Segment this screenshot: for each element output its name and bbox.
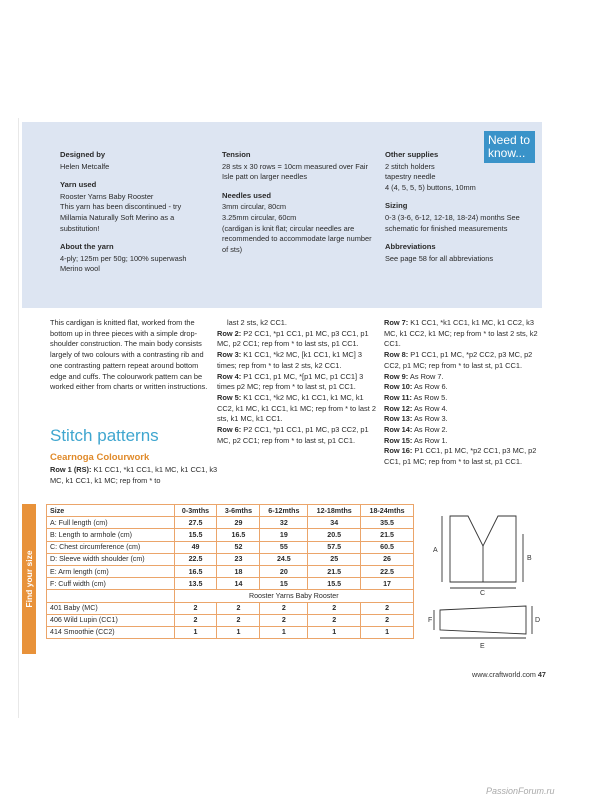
pattern-row: Row 11: As Row 5. [384, 392, 448, 402]
schematic-label-a: A [433, 547, 438, 554]
table-cell: 2 [308, 614, 361, 626]
table-cell: 55 [260, 541, 308, 553]
info-column-3 [385, 150, 535, 272]
pattern-row: Row 12: As Row 4. [384, 403, 448, 413]
about-yarn-value: 4-ply; 125m per 50g; 100% superwash Merino wool [60, 253, 187, 274]
yarn-note: This yarn has been discontinued - try Millamia Naturally Soft Merino as a substitution! [60, 202, 182, 233]
table-header-cell: 0-3mths [174, 505, 217, 517]
info-column-2 [222, 150, 372, 263]
table-cell: A: Full length (cm) [47, 517, 175, 529]
supplies-2: tapestry needle [385, 172, 436, 182]
table-cell: 15.5 [308, 578, 361, 590]
pattern-row: last 2 sts, k2 CC1. [227, 318, 287, 327]
pattern-row: Row 15: As Row 1. [384, 435, 448, 445]
page-number: 47 [537, 670, 546, 679]
sizing-value: 0-3 (3-6, 6-12, 12-18, 18-24) months See schematic for finished measurements [385, 212, 520, 233]
rows-left-column [50, 465, 220, 486]
pattern-row: Row 1 (RS): K1 CC1, *k1 CC1, k1 MC, k1 CC1, k3 MC, k1 CC1, k1 MC; rep from * to [50, 465, 218, 485]
table-cell: 35.5 [361, 517, 414, 529]
designed-by-heading: Designed by [60, 150, 106, 159]
table-cell: 414 Smoothie (CC2) [47, 626, 175, 638]
table-cell: B: Length to armhole (cm) [47, 529, 175, 541]
table-header-cell: 18-24mths [361, 505, 414, 517]
stitch-patterns-title: Stitch patterns [50, 426, 159, 445]
yarn-used-value: Rooster Yarns Baby Rooster [60, 191, 154, 201]
table-cell: 1 [361, 626, 414, 638]
table-cell: 20 [260, 565, 308, 577]
tension-value: 28 sts x 30 rows = 10cm measured over Fair Isle patt on larger needles [222, 161, 369, 182]
table-header-cell: 6-12mths [260, 505, 308, 517]
table-cell: 16.5 [174, 565, 217, 577]
schematic-label-f: F [428, 617, 433, 624]
table-cell: 406 Wild Lupin (CC1) [47, 614, 175, 626]
table-cell: 22.5 [174, 553, 217, 565]
pattern-row: Row 6: P2 CC1, *p1 CC1, p1 MC, p3 CC2, p1 MC, p2 CC1; rep from * to last st, p1 CC1. [217, 425, 369, 445]
table-cell: 15 [260, 578, 308, 590]
yarn-used-heading: Yarn used [60, 180, 97, 190]
needles-1: 3mm circular, 80cm [222, 202, 287, 212]
supplies-1: 2 stitch holders [385, 161, 435, 171]
schematic-label-d: D [535, 617, 541, 624]
intro-paragraph: This cardigan is knitted flat, worked from the bottom up in three pieces with a simple drop-shoulder construction. The main body consists largely of two colours with a contrasting rib and one contrasting pattern repeat around bottom edge and cuffs. The colourwork pattern can be worked either from charts or written instructions. [50, 318, 208, 392]
sleeve-outline [440, 606, 526, 634]
table-cell: 2 [260, 602, 308, 614]
table-cell: 2 [361, 602, 414, 614]
table-cell: 1 [308, 626, 361, 638]
table-cell: 2 [174, 602, 217, 614]
tension-heading: Tension [222, 150, 251, 159]
designed-by-value: Helen Metcalfe [60, 161, 110, 171]
table-cell: 2 [361, 614, 414, 626]
table-header-row [47, 505, 414, 517]
pattern-row: Row 14: As Row 2. [384, 425, 448, 435]
table-row [47, 553, 414, 565]
table-cell: 52 [217, 541, 260, 553]
needles-3: (cardigan is knit flat; circular needles are recommended to accommodate large number of sts) [222, 223, 372, 254]
table-cell: C: Chest circumference (cm) [47, 541, 175, 553]
size-table [46, 504, 414, 639]
schematic-label-b: B [527, 555, 532, 562]
table-row [47, 529, 414, 541]
pattern-row: Row 2: P2 CC1, *p1 CC1, p1 MC, p3 CC1, p1 MC, p2 CC1; rep from * to last sts, p1 CC1. [217, 328, 369, 349]
pattern-row: Row 4: P1 CC1, p1 MC, *[p1 MC, p1 CC1] 3 times p2 MC; rep from * to last st, p1 CC1. [217, 371, 364, 392]
table-cell: D: Sleeve width shoulder (cm) [47, 553, 175, 565]
supplies-3: 4 (4, 5, 5, 5) buttons, 10mm [385, 182, 476, 192]
find-your-size-tab [22, 504, 36, 654]
pattern-row: Row 8: P1 CC1, p1 MC, *p2 CC2, p3 MC, p2 CC2, p1 MC; rep from * to last st, p1 CC1. [384, 350, 533, 370]
pattern-subtitle: Cearnoga Colourwork [50, 452, 150, 463]
table-cell: 2 [217, 602, 260, 614]
table-cell: 18 [217, 565, 260, 577]
table-cell: 21.5 [361, 529, 414, 541]
table-cell: 2 [260, 614, 308, 626]
table-row [47, 602, 414, 614]
table-cell: 60.5 [361, 541, 414, 553]
table-cell: 23 [217, 553, 260, 565]
table-cell: 21.5 [308, 565, 361, 577]
table-cell: 14 [217, 578, 260, 590]
table-cell: 1 [217, 626, 260, 638]
rows-right-column [384, 318, 544, 468]
table-row [47, 541, 414, 553]
table-row [47, 578, 414, 590]
table-cell: 57.5 [308, 541, 361, 553]
abbreviations-heading: Abbreviations [385, 242, 436, 252]
table-cell: 24.5 [260, 553, 308, 565]
table-header-cell: 12-18mths [308, 505, 361, 517]
table-cell: E: Arm length (cm) [47, 565, 175, 577]
pattern-row: Row 9: As Row 7. [384, 371, 444, 381]
supplies-heading: Other supplies [385, 150, 439, 159]
table-header-cell: 3-6mths [217, 505, 260, 517]
table-cell: 27.5 [174, 517, 217, 529]
table-row [47, 517, 414, 529]
cardigan-schematic [428, 508, 548, 658]
watermark: PassionForum.ru [486, 786, 555, 796]
pattern-row: Row 3: K1 CC1, *k2 MC, [k1 CC1, k1 MC] 3 times; rep from * to last 2 sts, k2 CC1. [217, 350, 362, 370]
table-cell: 2 [174, 614, 217, 626]
find-your-size-label: Find your size [24, 550, 34, 608]
need-to-know-badge: Need to know... [484, 131, 535, 163]
page-footer [472, 670, 546, 679]
table-cell: 34 [308, 517, 361, 529]
table-cell: 26 [361, 553, 414, 565]
schematic-label-e: E [480, 643, 485, 650]
table-cell: F: Cuff width (cm) [47, 578, 175, 590]
table-cell: 49 [174, 541, 217, 553]
yarn-heading-row [47, 590, 414, 602]
table-cell: 15.5 [174, 529, 217, 541]
rows-mid-column [217, 318, 379, 446]
table-cell: 13.5 [174, 578, 217, 590]
table-cell: 32 [260, 517, 308, 529]
table-cell: 25 [308, 553, 361, 565]
table-row [47, 614, 414, 626]
table-cell: 17 [361, 578, 414, 590]
needles-2: 3.25mm circular, 60cm [222, 212, 297, 222]
table-cell: 20.5 [308, 529, 361, 541]
footer-url: www.craftworld.com [472, 670, 536, 679]
table-cell: 29 [217, 517, 260, 529]
page-edge [18, 118, 19, 718]
pattern-row: Row 5: K1 CC1, *k2 MC, k1 CC1, k1 MC, k1 CC2, k1 MC, k1 CC1, k1 MC; rep from * to last 2 sts, k1 MC, k1 CC1. [217, 392, 376, 424]
table-row [47, 626, 414, 638]
yarn-heading-cell: Rooster Yarns Baby Rooster [174, 590, 413, 602]
table-row [47, 565, 414, 577]
sizing-heading: Sizing [385, 201, 408, 211]
table-cell: 2 [308, 602, 361, 614]
pattern-row: Row 7: K1 CC1, *k1 CC1, k1 MC, k1 CC2, k3 MC, k1 CC2, k1 MC; rep from * to last 2 sts, k2 CC1. [384, 318, 538, 349]
table-cell: 22.5 [361, 565, 414, 577]
pattern-row: Row 10: As Row 6. [384, 382, 448, 392]
table-cell: 2 [217, 614, 260, 626]
pattern-row: Row 13: As Row 3. [384, 414, 448, 424]
table-cell: 16.5 [217, 529, 260, 541]
pattern-row: Row 16: P1 CC1, p1 MC, *p2 CC1, p3 MC, p2 CC1, p1 MC; rep from * to last st, p1 CC1. [384, 446, 537, 467]
table-cell: 1 [174, 626, 217, 638]
info-column-1 [60, 150, 210, 283]
table-header-cell: Size [47, 505, 175, 517]
about-yarn-heading: About the yarn [60, 242, 114, 252]
table-cell: 19 [260, 529, 308, 541]
schematic-label-c: C [480, 590, 486, 597]
needles-heading: Needles used [222, 190, 271, 200]
abbreviations-value: See page 58 for all abbreviations [385, 253, 494, 263]
table-cell [47, 590, 175, 602]
table-cell: 1 [260, 626, 308, 638]
table-cell: 401 Baby (MC) [47, 602, 175, 614]
